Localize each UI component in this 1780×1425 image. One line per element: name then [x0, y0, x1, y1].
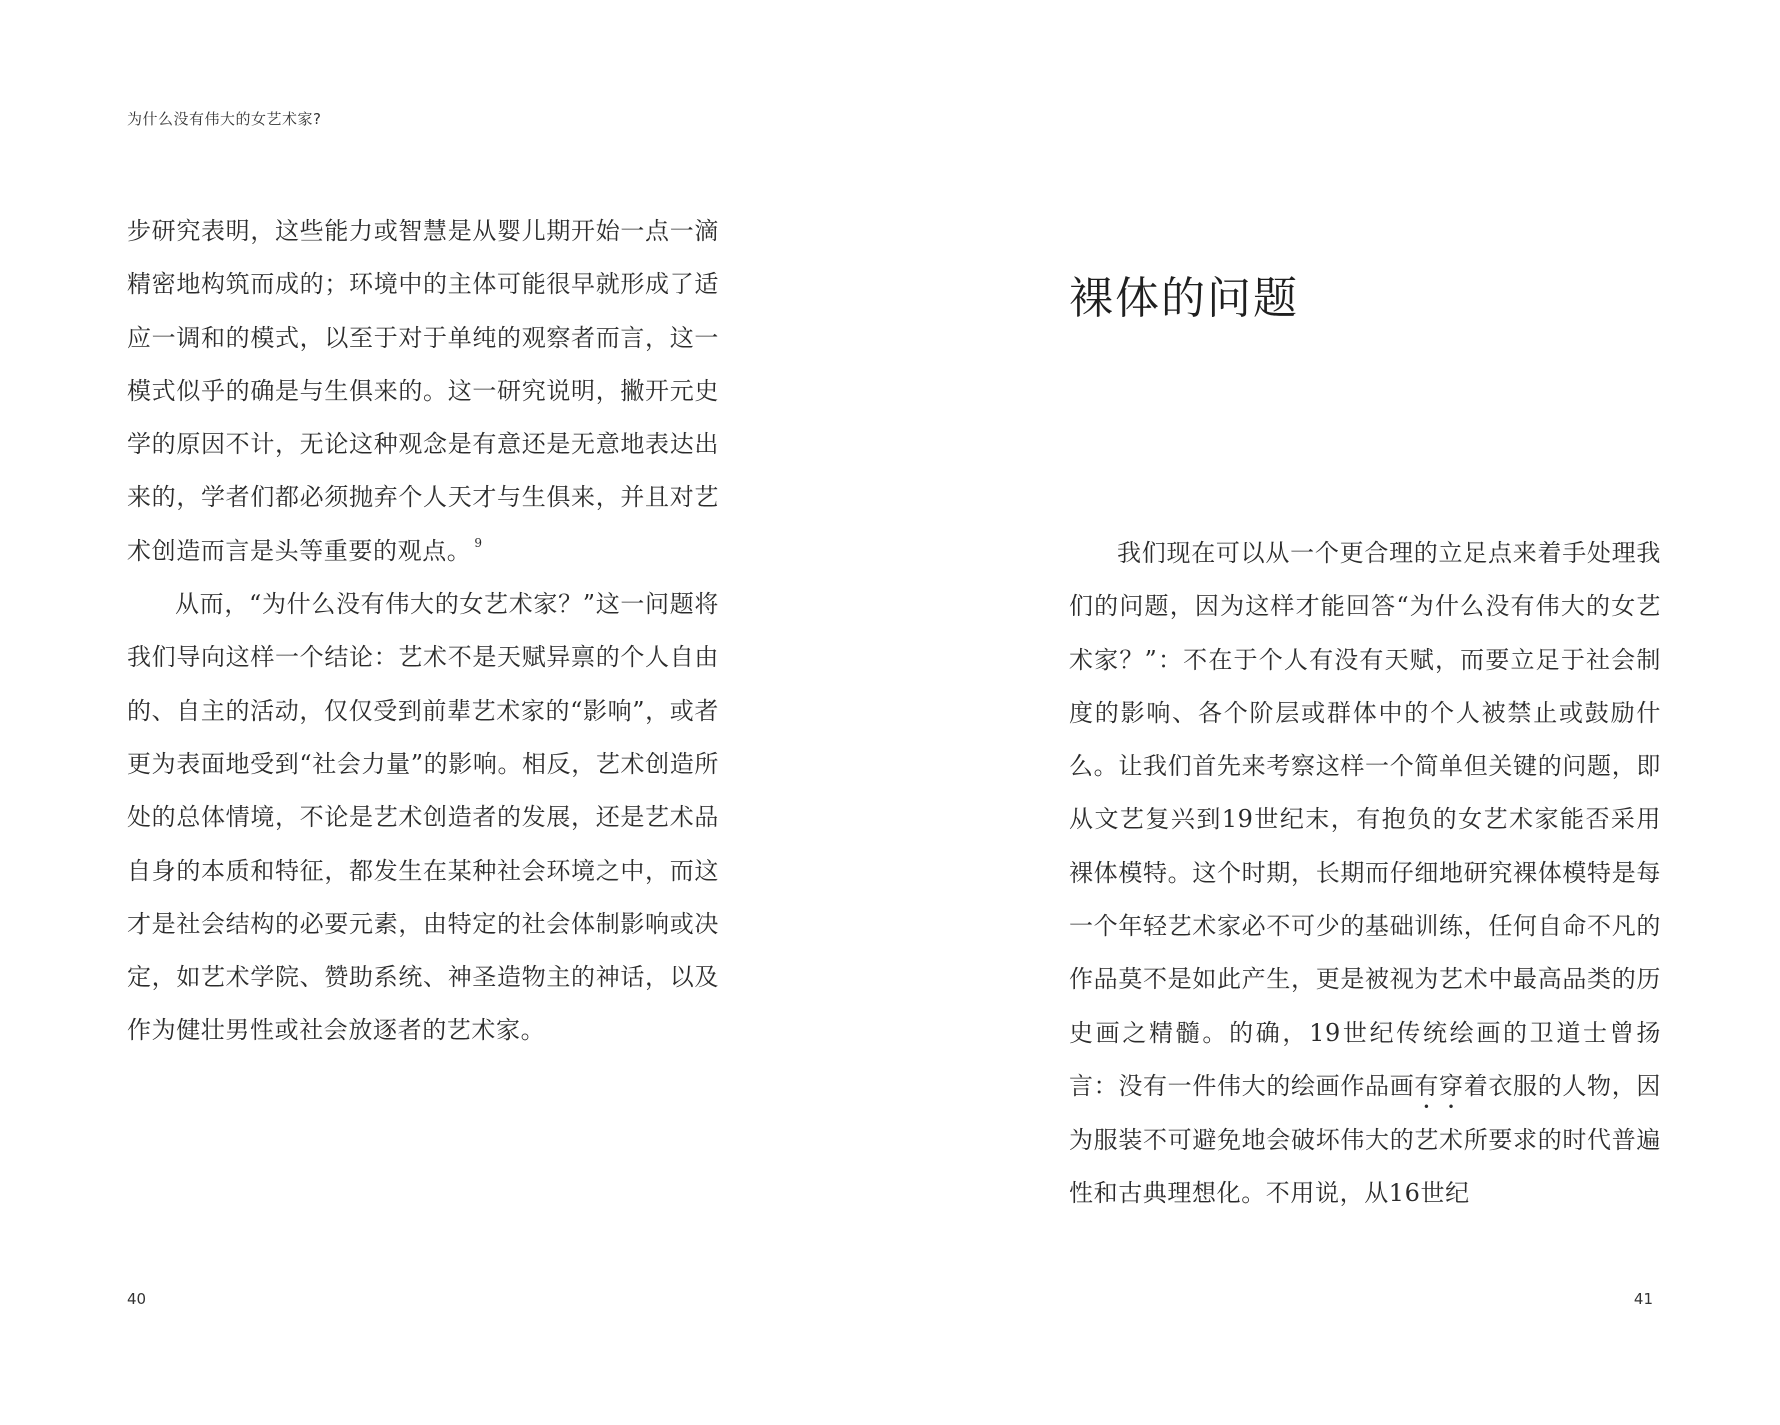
- chapter-title: 裸体的问题: [1069, 273, 1299, 324]
- running-head: 为什么没有伟大的女艺术家?: [127, 110, 322, 128]
- paragraph-text: 步研究表明，这些能力或智慧是从婴儿期开始一点一滴精密地构筑而成的；环境中的主体可能很早就形成了适应一调和的模式，以至于对于单纯的观察者而言，这一模式似乎的确是与生俱来的。这一研究说明，撇开元史学的原因不计，无论这种观念是有意还是无意地表达出来的，学者们都必须抛弃个人天才与生俱来，并且对艺术创造而言是头等重要的观点。: [127, 217, 719, 565]
- page-number: 41: [1633, 1290, 1653, 1308]
- emphasized-text: 有穿: [1414, 1071, 1464, 1100]
- paragraph-text: 我们现在可以从一个更合理的立足点来着手处理我们的问题，因为这样才能回答“为什么没有伟大的女艺术家？”：不在于个人有没有天赋，而要立足于社会制度的影响、各个阶层或群体中的个人被禁止或鼓励什么。让我们首先来考察这样一个简单但关键的问题，即从文艺复兴到19世纪末，有抱负的女艺术家能否采用裸体模特。这个时期，长期而仔细地研究裸体模特是每一个年轻艺术家必不可少的基础训练，任何自命不凡的作品莫不是如此产生，更是被视为艺术中最高品类的历史画之精髓。的确，19世纪传统绘画的卫道士曾扬言：没有一件伟大的绘画作品画: [1069, 539, 1661, 1100]
- right-page: [890, 0, 1780, 1425]
- paragraph: 从而，“为什么没有伟大的女艺术家？”这一问题将我们导向这样一个结论：艺术不是天赋异禀的个人自由的、自主的活动，仅仅受到前辈艺术家的“影响”，或者更为表面地受到“社会力量”的影响。相反，艺术创造所处的总体情境，不论是艺术创造者的发展，还是艺术品自身的本质和特征，都发生在某种社会环境之中，而这才是社会结构的必要元素，由特定的社会体制影响或决定，如艺术学院、赞助系统、神圣造物主的神话，以及作为健壮男性或社会放逐者的艺术家。: [127, 590, 719, 1045]
- footnote-ref[interactable]: 9: [474, 535, 483, 550]
- right-body-text: [1069, 527, 1661, 1221]
- paragraph: [127, 205, 719, 578]
- left-body-text: [127, 205, 719, 1058]
- paragraph-text: 着衣服的人物，因为服装不可避免地会破坏伟大的艺术所要求的时代普遍性和古典理想化。不用说，从16世纪: [1069, 1071, 1661, 1208]
- page-number: 40: [127, 1290, 147, 1308]
- paragraph: [1069, 527, 1661, 1221]
